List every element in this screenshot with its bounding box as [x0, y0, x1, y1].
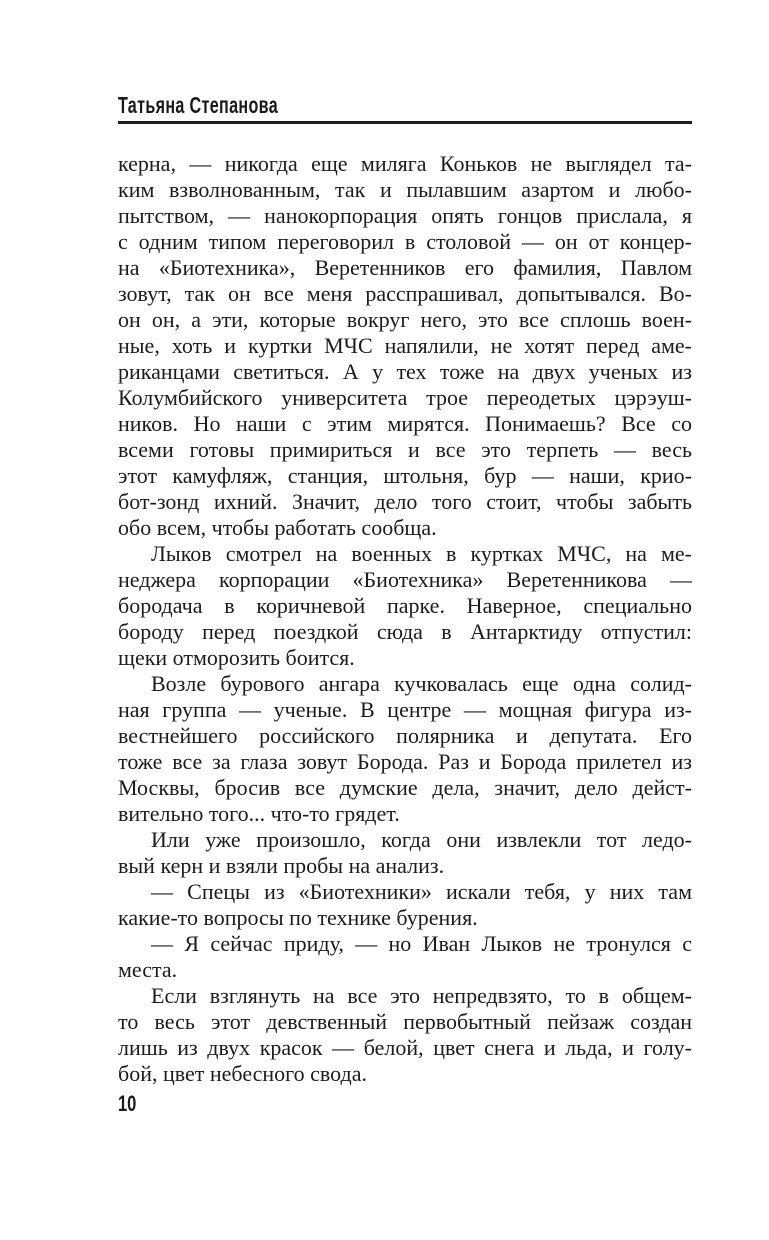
text-line: бороду перед поездкой сюда в Антарктиду отпустил:: [118, 619, 692, 644]
text-line: керна, — никогда еще миляга Коньков не выглядел та-: [118, 151, 692, 176]
text-line: щеки отморозить боится.: [118, 645, 355, 670]
text-line: лишь из двух красок — белой, цвет снега и льда, и голу-: [118, 1035, 692, 1060]
body-text: [118, 151, 692, 1087]
text-line: всеми готовы примириться и все это терпеть — весь: [118, 437, 692, 462]
text-line: Если взглянуть на все это непредвзято, то в общем-: [151, 983, 692, 1008]
text-line: ников. Но наши с этим мирятся. Понимаешь? Все со: [118, 411, 692, 436]
text-line: неджера корпорации «Биотехника» Веретенникова —: [118, 567, 692, 592]
text-line: какие-то вопросы по технике бурения.: [118, 905, 478, 930]
text-line: вестнейшего российского полярника и депутата. Его: [118, 723, 692, 748]
text-line: Возле бурового ангара кучковалась еще одна солид-: [151, 671, 692, 696]
running-header: [118, 94, 692, 118]
text-line: на «Биотехника», Веретенников его фамилия, Павлом: [118, 255, 692, 280]
text-line: обо всем, чтобы работать сообща.: [118, 515, 437, 540]
text-line: — Спецы из «Биотехники» искали тебя, у них там: [151, 879, 692, 904]
text-line: Лыков смотрел на военных в куртках МЧС, на ме-: [151, 541, 692, 566]
text-line: пытством, — нанокорпорация опять гонцов прислала, я: [118, 203, 692, 228]
text-line: этот камуфляж, станция, штольня, бур — наши, крио-: [118, 463, 692, 488]
text-line: ким взволнованным, так и пылавшим азартом и любо-: [118, 177, 692, 202]
page-number: 10: [118, 1091, 137, 1116]
running-header-author: Татьяна Степанова: [118, 92, 279, 118]
text-line: риканцами светиться. А у тех тоже на двух ученых из: [118, 359, 692, 384]
text-line: бой, цвет небесного свода.: [118, 1061, 367, 1086]
text-line: ная группа — ученые. В центре — мощная фигура из-: [118, 697, 692, 722]
text-line: — Я сейчас приду, — но Иван Лыков не тронулся с: [151, 931, 692, 956]
text-line: то весь этот девственный первобытный пейзаж создан: [118, 1009, 692, 1034]
text-line: зовут, так он все меня расспрашивал, допытывался. Во-: [118, 281, 692, 306]
text-line: вый керн и взяли пробы на анализ.: [118, 853, 445, 878]
text-line: места.: [118, 957, 178, 982]
text-line: Или уже произошло, когда они извлекли тот ледо-: [151, 827, 692, 852]
text-line: Москвы, бросив все думские дела, значит, дело дейст-: [118, 775, 692, 800]
text-line: ные, хоть и куртки МЧС напялили, не хотят перед аме-: [118, 333, 692, 358]
text-line: с одним типом переговорил в столовой — он от концер-: [118, 229, 692, 254]
text-line: Колумбийского университета трое переодетых цэрэуш-: [118, 385, 692, 410]
header-rule: [118, 121, 692, 124]
text-line: бот-зонд ихний. Значит, дело того стоит, чтобы забыть: [118, 489, 692, 514]
text-line: бородача в коричневой парке. Наверное, специально: [118, 593, 692, 618]
text-line: тоже все за глаза зовут Борода. Раз и Борода прилетел из: [118, 749, 692, 774]
text-line: он он, а эти, которые вокруг него, это все сплошь воен-: [118, 307, 692, 332]
text-line: вительно того... что-то грядет.: [118, 801, 400, 826]
